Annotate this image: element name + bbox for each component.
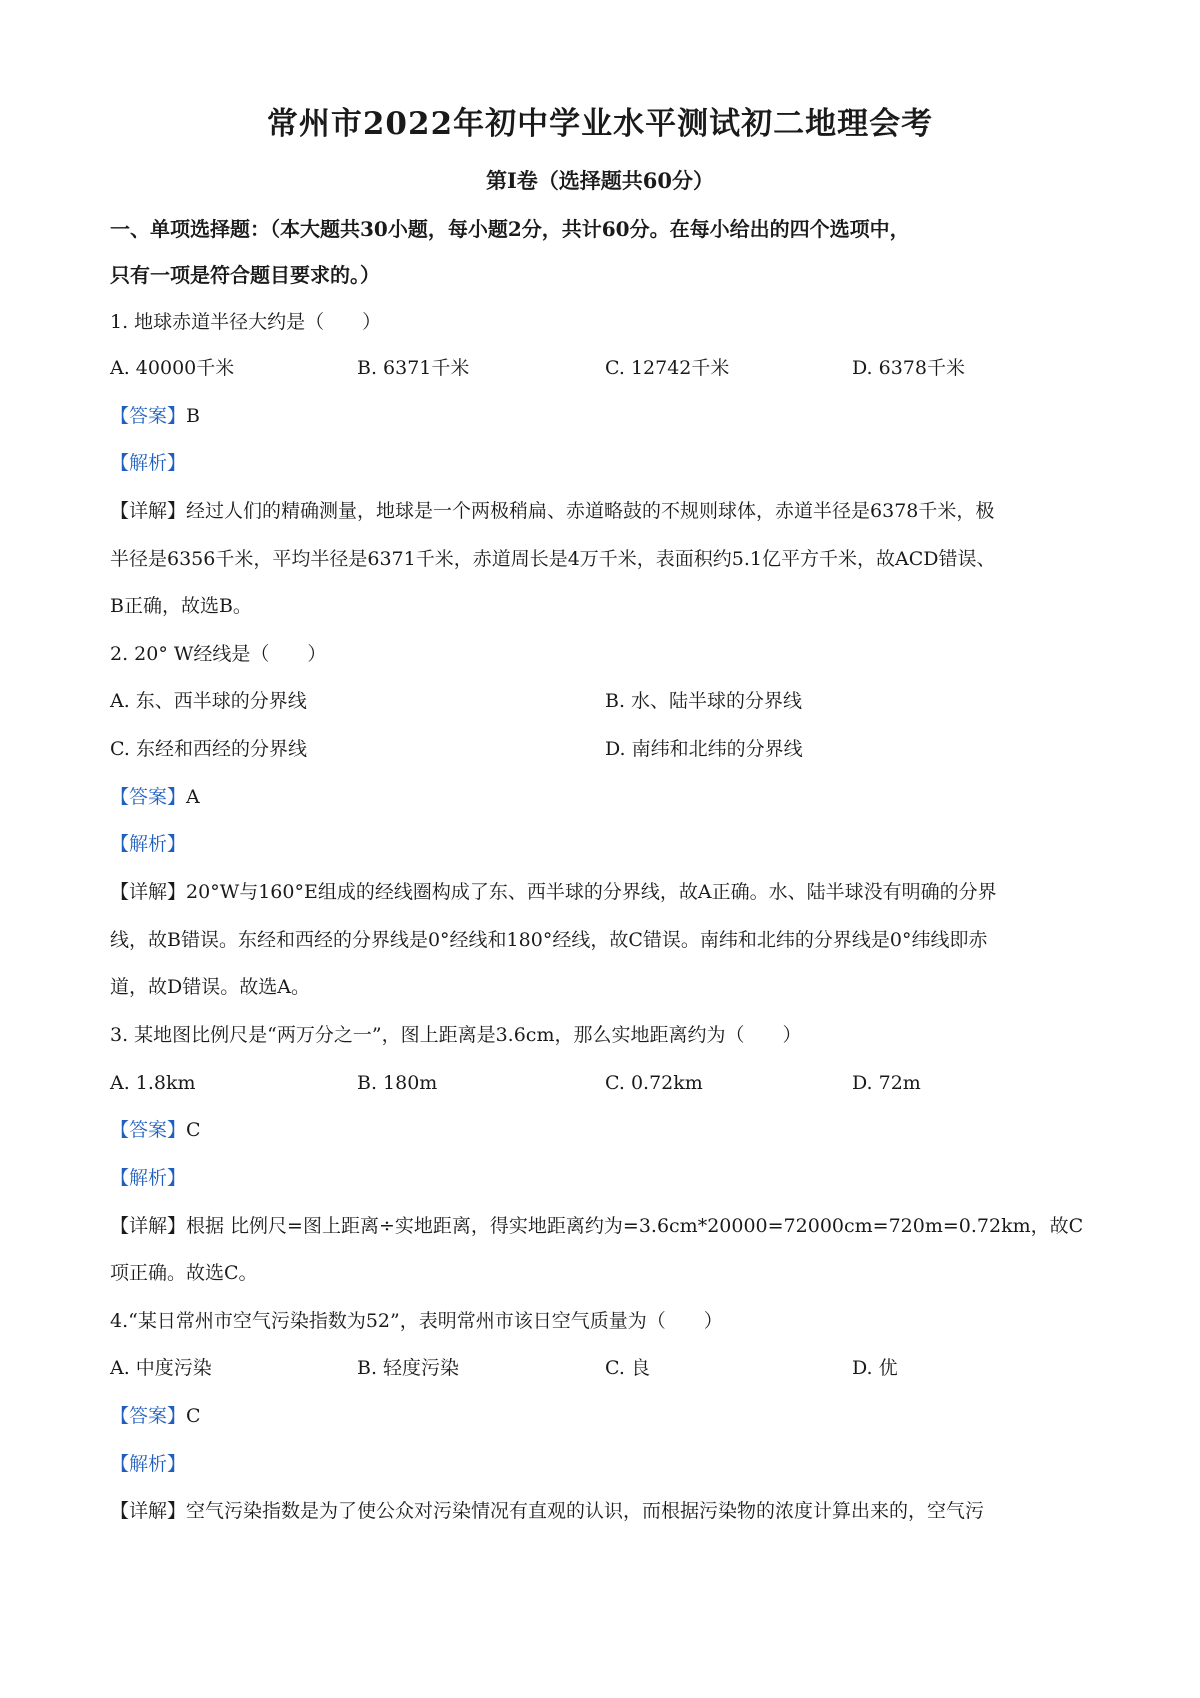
q2-detail-line-3: 道，故D错误。故选A。 [110, 976, 310, 998]
q1-detail-line-3: B正确，故选B。 [110, 595, 252, 617]
detail-label: 【详解】 [110, 1500, 187, 1522]
q2-option-b: B. 水、陆半球的分界线 [605, 690, 803, 712]
analysis-label: 【解析】 [110, 452, 187, 474]
q3-answer-value: C [186, 1119, 201, 1141]
q3-detail-line-1 [110, 1214, 1100, 1238]
q2-option-d: D. 南纬和北纬的分界线 [605, 738, 803, 760]
q1-detail-text-1: 经过人们的精确测量，地球是一个两极稍扁、赤道略鼓的不规则球体，赤道半径是6378千米，极 [186, 500, 995, 522]
analysis-label: 【解析】 [110, 1453, 187, 1475]
q1-answer-value: B [186, 405, 200, 427]
q4-answer-value: C [186, 1405, 201, 1427]
q3-option-b: B. 180m [357, 1072, 438, 1094]
q4-detail-line-1 [110, 1499, 1100, 1523]
q4-option-b: B. 轻度污染 [357, 1357, 460, 1379]
answer-label: 【答案】 [110, 1119, 187, 1141]
q3-analysis [110, 1166, 1100, 1190]
detail-label: 【详解】 [110, 881, 187, 903]
q3-option-c: C. 0.72km [605, 1072, 703, 1094]
q4-option-d: D. 优 [852, 1357, 898, 1379]
q2-detail-text-1: 20°W与160°E组成的经线圈构成了东、西半球的分界线，故A正确。水、陆半球没有明确的分界 [186, 881, 997, 903]
paper-subtitle: 第Ⅰ卷（选择题共60分） [485, 168, 715, 193]
q2-stem: 2. 20° W经线是（ ） [110, 643, 327, 665]
analysis-label: 【解析】 [110, 833, 187, 855]
q1-stem: 1. 地球赤道半径大约是（ ） [110, 311, 382, 333]
detail-label: 【详解】 [110, 1215, 187, 1237]
answer-label: 【答案】 [110, 405, 187, 427]
q4-analysis [110, 1452, 1100, 1476]
q1-analysis [110, 451, 1100, 475]
q2-answer-value: A [186, 786, 200, 808]
q2-detail-line-2: 线，故B错误。东经和西经的分界线是0°经线和180°经线，故C错误。南纬和北纬的分界线是0°纬线即赤 [110, 929, 988, 951]
q1-answer [110, 404, 1100, 428]
q1-option-c: C. 12742千米 [605, 357, 730, 379]
q1-option-b: B. 6371千米 [357, 357, 470, 379]
page-title: 常州市2022年初中学业水平测试初二地理会考 [266, 106, 934, 142]
q2-analysis [110, 832, 1100, 856]
q3-stem: 3. 某地图比例尺是“两万分之一”，图上距离是3.6cm，那么实地距离约为（ ） [110, 1024, 802, 1046]
q4-stem: 4.“某日常州市空气污染指数为52”，表明常州市该日空气质量为（ ） [110, 1310, 723, 1332]
q2-detail-line-1 [110, 880, 1100, 904]
answer-label: 【答案】 [110, 1405, 187, 1427]
q1-detail-line-1 [110, 499, 1100, 523]
q2-option-a: A. 东、西半球的分界线 [110, 690, 307, 712]
q4-answer [110, 1404, 1100, 1428]
q1-option-a: A. 40000千米 [110, 357, 235, 379]
answer-label: 【答案】 [110, 786, 187, 808]
detail-label: 【详解】 [110, 500, 187, 522]
analysis-label: 【解析】 [110, 1167, 187, 1189]
q2-option-c: C. 东经和西经的分界线 [110, 738, 307, 760]
q4-option-a: A. 中度污染 [110, 1357, 212, 1379]
q3-answer [110, 1118, 1100, 1142]
q3-option-a: A. 1.8km [110, 1072, 196, 1094]
q1-detail-line-2: 半径是6356千米，平均半径是6371千米，赤道周长是4万千米，表面积约5.1亿平方千米，故ACD错误、 [110, 548, 996, 570]
q3-detail-text-1: 根据 比例尺=图上距离÷实地距离，得实地距离约为=3.6cm*20000=72000cm=720m=0.72km，故C [186, 1215, 1084, 1237]
q1-option-d: D. 6378千米 [852, 357, 965, 379]
q4-detail-text-1: 空气污染指数是为了使公众对污染情况有直观的认识，而根据污染物的浓度计算出来的，空气污 [186, 1500, 985, 1522]
q4-option-c: C. 良 [605, 1357, 650, 1379]
section-heading-line-1: 一、单项选择题：（本大题共30小题，每小题2分，共计60分。在每小给出的四个选项中， [110, 217, 910, 241]
section-heading-line-2: 只有一项是符合题目要求的。） [110, 263, 380, 287]
q3-detail-line-2: 项正确。故选C。 [110, 1262, 258, 1284]
q2-answer [110, 785, 1100, 809]
q3-option-d: D. 72m [852, 1072, 921, 1094]
